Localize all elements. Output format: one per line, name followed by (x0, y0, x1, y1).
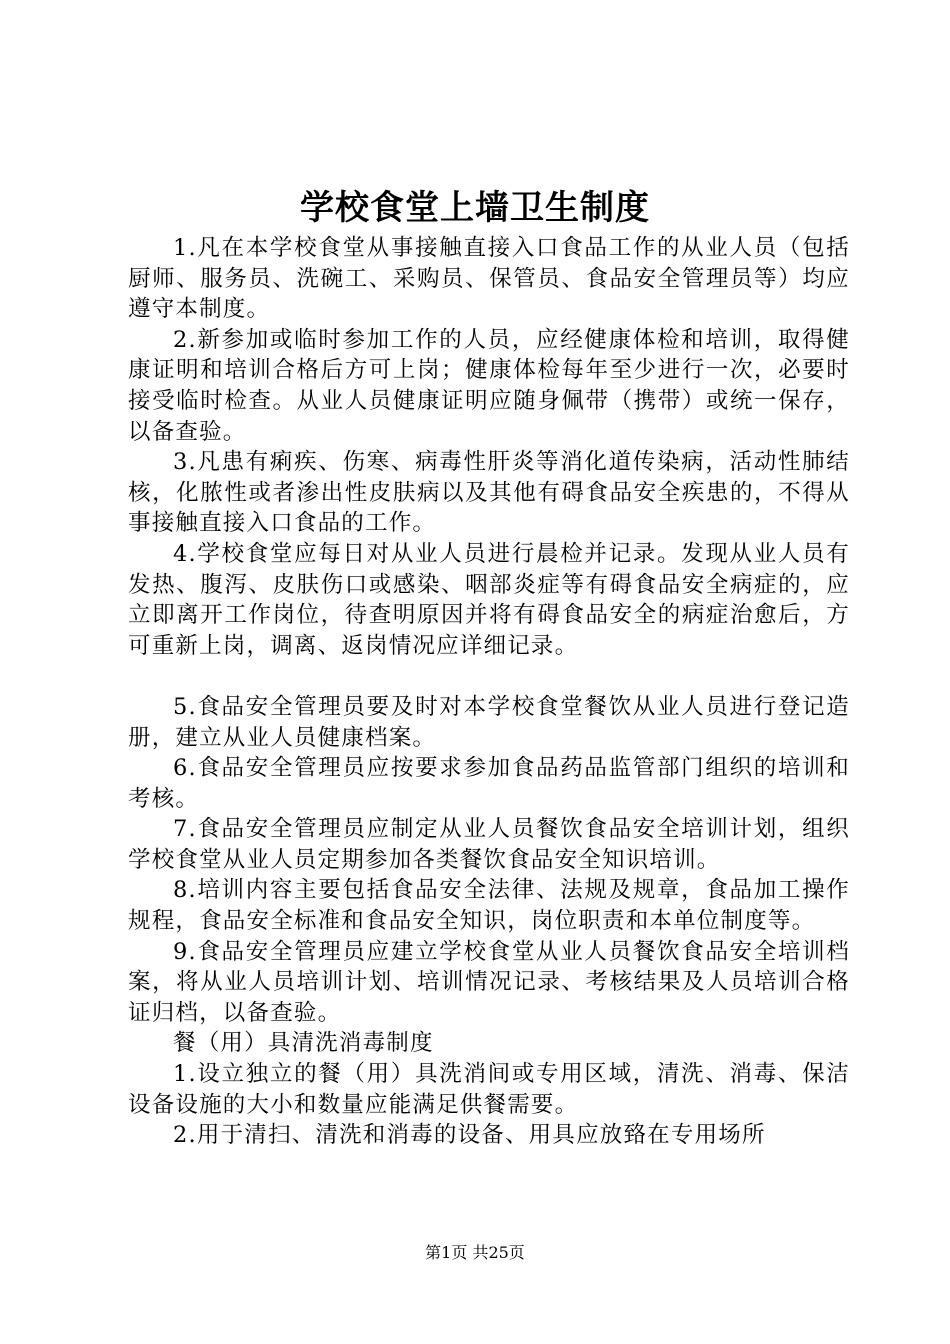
paragraph-9: 9.食品安全管理员应建立学校食堂从业人员餐饮食品安全培训档案，将从业人员培训计划、培训情况记录、考核结果及人员培训合格证归档，以备查验。 (128, 938, 850, 1026)
paragraph-8: 8.培训内容主要包括食品安全法律、法规及规章，食品加工操作规程，食品安全标准和食品安全知识，岗位职责和本单位制度等。 (128, 877, 850, 935)
document-title: 学校食堂上墙卫生制度 (300, 188, 650, 228)
section-paragraph-2: 2.用于清扫、清洗和消毒的设备、用具应放臵在专用场所 (173, 1122, 766, 1149)
paragraph-2: 2.新参加或临时参加工作的人员，应经健康体检和培训，取得健康证明和培训合格后方可上岗；健康体检每年至少进行一次，必要时接受临时检查。从业人员健康证明应随身佩带（携带）或统一保存，以备查验。 (128, 326, 850, 445)
document-body (128, 233, 850, 1151)
section-heading: 餐（用）具清洗消毒制度 (173, 1030, 434, 1057)
paragraph-7: 7.食品安全管理员应制定从业人员餐饮食品安全培训计划，组织学校食堂从业人员定期参加各类餐饮食品安全知识培训。 (128, 816, 850, 873)
paragraph-4: 4.学校食堂应每日对从业人员进行晨检并记录。发现从业人员有发热、腹泻、皮肤伤口或感染、咽部炎症等有碍食品安全病症的，应立即离开工作岗位，待查明原因并将有碍食品安全的病症治愈后，方可重新上岗，调离、返岗情况应详细记录。 (128, 540, 850, 659)
paragraph-5: 5.食品安全管理员要及时对本学校食堂餐饮从业人员进行登记造册，建立从业人员健康档案。 (128, 693, 850, 751)
paragraph-6: 6.食品安全管理员应按要求参加食品药品监管部门组织的培训和考核。 (128, 755, 850, 812)
page-number-footer: 第1页 共25页 (425, 1243, 525, 1262)
paragraph-gap (128, 661, 850, 692)
paragraph-3: 3.凡患有痢疾、伤寒、病毒性肝炎等消化道传染病，活动性肺结核，化脓性或者渗出性皮肤病以及其他有碍食品安全疾患的，不得从事接触直接入口食品的工作。 (128, 449, 850, 537)
paragraph-1: 1.凡在本学校食堂从事接触直接入口食品工作的从业人员（包括厨师、服务员、洗碗工、采购员、保管员、食品安全管理员等）均应遵守本制度。 (128, 235, 850, 323)
section-paragraph-1: 1.设立独立的餐（用）具洗消间或专用区域，清洗、消毒、保洁设备设施的大小和数量应能满足供餐需要。 (128, 1061, 850, 1118)
